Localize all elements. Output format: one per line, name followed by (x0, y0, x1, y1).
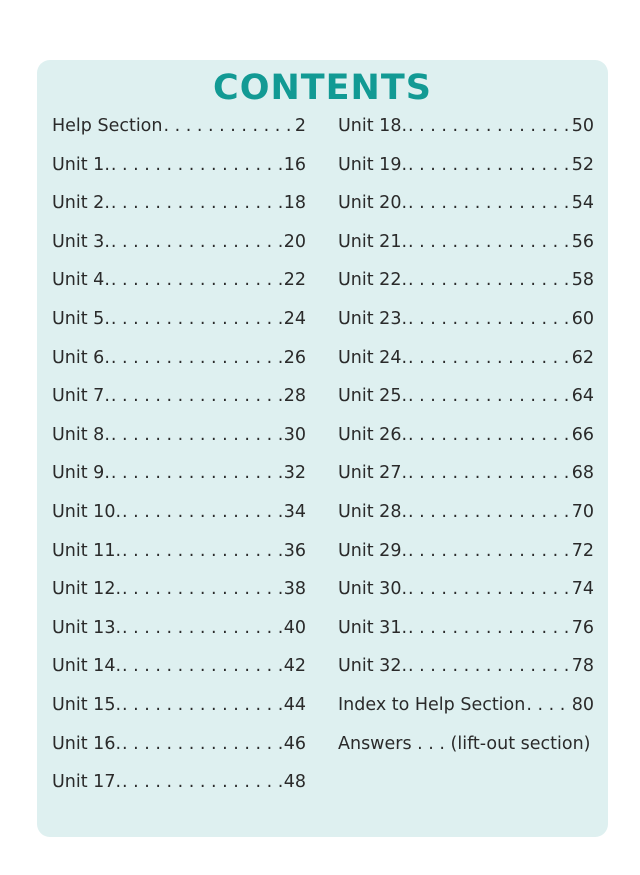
dot-leader (408, 579, 570, 599)
dot-leader (408, 463, 570, 483)
toc-entry-page-number: 62 (571, 347, 594, 368)
toc-entry-label: Unit 27. (338, 463, 408, 484)
toc-entry-page-number: 52 (571, 154, 594, 175)
dot-leader (408, 193, 570, 213)
toc-entry[interactable] (52, 155, 306, 194)
toc-entry[interactable] (338, 695, 594, 734)
toc-entry-label: Unit 19. (338, 154, 408, 175)
toc-entry[interactable] (52, 772, 306, 811)
toc-entry-page-number: 28 (283, 386, 306, 407)
toc-entry-label: Unit 16. (52, 733, 122, 754)
toc-entry-page-number: 46 (283, 733, 306, 754)
toc-entry-page-number: 50 (571, 116, 594, 136)
toc-entry-label: Unit 7. (52, 386, 110, 407)
toc-entry[interactable] (52, 579, 306, 618)
toc-entry-label: Unit 15. (52, 694, 122, 715)
dot-leader (122, 656, 282, 676)
contents-panel (37, 60, 608, 837)
toc-entry-page-number: 16 (283, 154, 306, 175)
toc-entry-page-number: 2 (294, 116, 306, 136)
dot-leader (111, 232, 282, 252)
toc-entry-label: Unit 26. (338, 424, 408, 445)
toc-entry-page-number: 26 (283, 347, 306, 368)
toc-entry-label: Unit 14. (52, 656, 122, 677)
toc-entry-label: Unit 9. (52, 463, 110, 484)
toc-entry-label: Unit 31. (338, 617, 408, 638)
toc-entry-page-number: 32 (283, 463, 306, 484)
toc-entry-page-number: 78 (571, 656, 594, 677)
toc-entry-label: Unit 4. (52, 270, 110, 291)
dot-leader (408, 116, 570, 136)
dot-leader (408, 348, 570, 368)
toc-entry-label: Index to Help Section (338, 694, 526, 715)
toc-entry-label: Unit 28. (338, 501, 408, 522)
toc-entry-label: Unit 17. (52, 772, 122, 793)
toc-entry-page-number: 56 (571, 231, 594, 252)
toc-entry-label: Unit 29. (338, 540, 408, 561)
toc-entry[interactable] (338, 270, 594, 309)
toc-entry[interactable] (338, 502, 594, 541)
dot-leader (408, 618, 570, 638)
toc-entry[interactable] (338, 656, 594, 695)
toc-entry-page-number: 60 (571, 308, 594, 329)
contents-title: CONTENTS (213, 68, 432, 108)
toc-entry[interactable] (52, 270, 306, 309)
toc-entry-label: Unit 5. (52, 308, 110, 329)
toc-entry-label: Help Section (52, 116, 163, 136)
toc-entry[interactable] (338, 309, 594, 348)
toc-entry[interactable] (52, 695, 306, 734)
dot-leader (111, 155, 282, 175)
toc-entry-page-number: 22 (283, 270, 306, 291)
toc-entry-label: Unit 23. (338, 308, 408, 329)
toc-entry[interactable] (338, 734, 594, 773)
toc-entry-label: Unit 20. (338, 193, 408, 214)
toc-entry-label: Unit 1. (52, 154, 110, 175)
toc-entry-label: Unit 12. (52, 579, 122, 600)
toc-entry-page-number: 20 (283, 231, 306, 252)
toc-entry-label: Answers . . . (lift-out section) (338, 733, 591, 754)
toc-entry-page-number: 70 (571, 501, 594, 522)
toc-entry[interactable] (52, 502, 306, 541)
toc-entry[interactable] (52, 425, 306, 464)
toc-entry[interactable] (338, 463, 594, 502)
toc-entry[interactable] (52, 734, 306, 773)
dot-leader (122, 541, 282, 561)
toc-entry-page-number: 64 (571, 386, 594, 407)
dot-leader (526, 695, 569, 715)
toc-entry[interactable] (338, 193, 594, 232)
dot-leader (122, 579, 282, 599)
dot-leader (122, 695, 282, 715)
toc-entry-page-number: 80 (571, 694, 594, 715)
toc-entry-page-number: 42 (283, 656, 306, 677)
dot-leader (408, 155, 570, 175)
dot-leader (408, 232, 570, 252)
toc-entry[interactable] (52, 116, 306, 155)
dot-leader (408, 270, 570, 290)
toc-entry[interactable] (52, 386, 306, 425)
toc-entry-page-number: 24 (283, 308, 306, 329)
toc-entry-label: Unit 24. (338, 347, 408, 368)
dot-leader (408, 502, 570, 522)
toc-entry[interactable] (338, 386, 594, 425)
toc-entry[interactable] (338, 541, 594, 580)
dot-leader (122, 734, 282, 754)
dot-leader (111, 386, 282, 406)
toc-entry-page-number: 18 (283, 193, 306, 214)
toc-entry-label: Unit 32. (338, 656, 408, 677)
dot-leader (111, 270, 282, 290)
toc-entry-label: Unit 13. (52, 617, 122, 638)
dot-leader (111, 425, 282, 445)
dot-leader (111, 348, 282, 368)
toc-entry-page-number: 44 (283, 694, 306, 715)
dot-leader (408, 309, 570, 329)
toc-entry-page-number: 40 (283, 617, 306, 638)
contents-right-column (338, 116, 594, 772)
toc-entry-label: Unit 25. (338, 386, 408, 407)
toc-entry[interactable] (52, 193, 306, 232)
toc-entry[interactable] (338, 155, 594, 194)
toc-entry-page-number: 74 (571, 579, 594, 600)
toc-entry-label: Unit 22. (338, 270, 408, 291)
toc-entry-page-number: 36 (283, 540, 306, 561)
toc-entry-label: Unit 30. (338, 579, 408, 600)
dot-leader (408, 386, 570, 406)
toc-entry-page-number: 76 (571, 617, 594, 638)
toc-entry[interactable] (338, 116, 594, 155)
contents-left-column (52, 116, 306, 811)
toc-entry-page-number: 58 (571, 270, 594, 291)
toc-entry-page-number: 54 (571, 193, 594, 214)
toc-entry-label: Unit 2. (52, 193, 110, 214)
dot-leader (408, 656, 570, 676)
toc-entry[interactable] (52, 618, 306, 657)
dot-leader (122, 502, 282, 522)
toc-entry[interactable] (338, 579, 594, 618)
toc-entry-page-number: 38 (283, 579, 306, 600)
toc-entry-page-number: 68 (571, 463, 594, 484)
toc-entry[interactable] (52, 541, 306, 580)
toc-entry-label: Unit 3. (52, 231, 110, 252)
toc-entry[interactable] (52, 463, 306, 502)
toc-entry-page-number: 30 (283, 424, 306, 445)
dot-leader (111, 463, 282, 483)
toc-entry-label: Unit 6. (52, 347, 110, 368)
toc-entry[interactable] (52, 232, 306, 271)
toc-entry-label: Unit 11. (52, 540, 122, 561)
toc-entry[interactable] (52, 656, 306, 695)
toc-entry[interactable] (52, 348, 306, 387)
dot-leader (111, 309, 282, 329)
dot-leader (163, 116, 292, 136)
dot-leader (408, 541, 570, 561)
toc-entry-label: Unit 21. (338, 231, 408, 252)
toc-entry[interactable] (338, 232, 594, 271)
toc-entry-page-number: 72 (571, 540, 594, 561)
dot-leader (122, 618, 282, 638)
toc-entry-page-number: 66 (571, 424, 594, 445)
dot-leader (111, 193, 282, 213)
dot-leader (408, 425, 570, 445)
toc-entry[interactable] (338, 425, 594, 464)
toc-entry-label: Unit 8. (52, 424, 110, 445)
toc-entry-page-number: 48 (283, 772, 306, 793)
toc-entry-label: Unit 10. (52, 501, 122, 522)
toc-entry[interactable] (338, 348, 594, 387)
dot-leader (122, 772, 282, 792)
toc-entry-label: Unit 18. (338, 116, 408, 136)
toc-entry[interactable] (338, 618, 594, 657)
toc-entry-page-number: 34 (283, 501, 306, 522)
toc-entry[interactable] (52, 309, 306, 348)
